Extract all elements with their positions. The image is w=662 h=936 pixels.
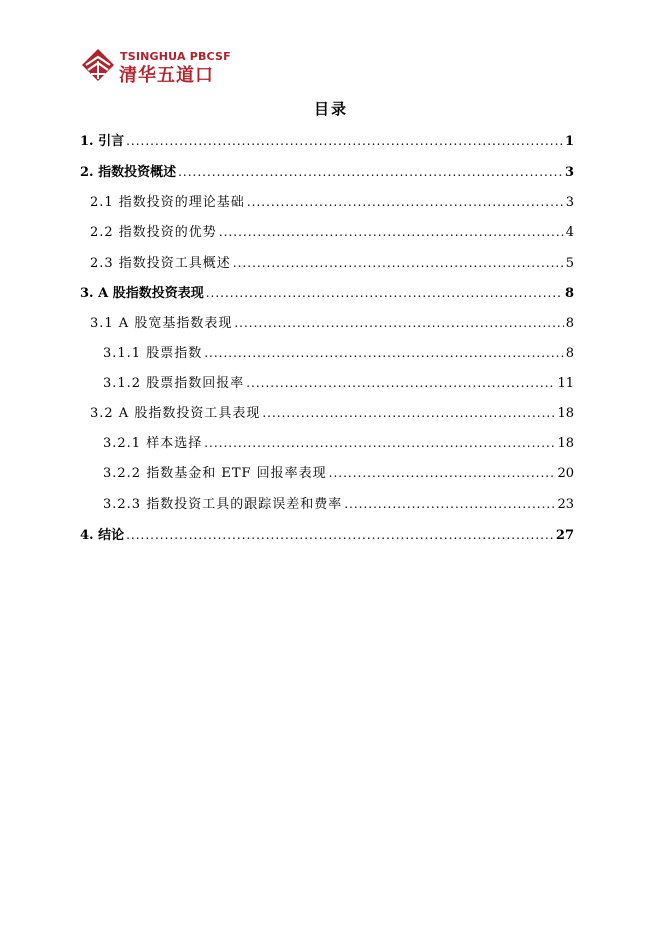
toc-entry-4[interactable] — [80, 525, 574, 545]
toc-entry-3-2[interactable] — [90, 403, 574, 423]
toc-entry-label: 3.2 A 股指数投资工具表现 — [90, 406, 261, 421]
toc-entry-label: 2.3 指数投资工具概述 — [90, 256, 231, 271]
toc-leader-dots — [329, 463, 556, 483]
toc-entry-3[interactable] — [80, 283, 574, 303]
toc-entry-label: 3.1.1 股票指数 — [103, 346, 203, 361]
toc-entry-label: 3.2.1 样本选择 — [103, 436, 203, 451]
toc-leader-dots — [234, 313, 563, 333]
toc-leader-dots — [246, 373, 555, 393]
toc-entry-page: 20 — [557, 466, 574, 481]
toc-leader-dots — [126, 131, 563, 151]
toc-leader-dots — [233, 253, 564, 273]
toc-entry-label: 3.2.2 指数基金和 ETF 回报率表现 — [103, 466, 327, 481]
toc-entry-page: 4 — [565, 225, 574, 240]
toc-entry-page: 8 — [565, 346, 574, 361]
toc-entry-page: 23 — [557, 497, 574, 512]
toc-entry-label: 3. A 股指数投资表现 — [80, 286, 204, 301]
toc-entry-page: 1 — [564, 134, 574, 149]
toc-entry-page: 5 — [565, 256, 574, 271]
logo-text-english: TSINGHUA PBCSF — [120, 50, 231, 63]
toc-entry-3-1[interactable] — [90, 313, 574, 333]
toc-entry-label: 4. 结论 — [80, 528, 125, 543]
toc-entry-page: 11 — [557, 376, 574, 391]
toc-entry-label: 2.2 指数投资的优势 — [90, 225, 217, 240]
toc-entry-label: 1. 引言 — [80, 134, 125, 149]
logo-text-chinese: 清华五道口 — [119, 65, 214, 86]
toc-entry-3-1-2[interactable] — [103, 373, 574, 393]
toc-entry-page: 18 — [557, 436, 574, 451]
toc-leader-dots — [178, 162, 563, 182]
toc-entry-page: 3 — [564, 165, 574, 180]
toc-entry-1[interactable] — [80, 131, 574, 151]
toc-entry-page: 8 — [564, 286, 574, 301]
toc-entry-page: 18 — [557, 406, 574, 421]
toc-title: 目录 — [313, 100, 348, 118]
toc-leader-dots — [206, 283, 563, 303]
toc-entry-2-3[interactable] — [90, 253, 574, 273]
toc-entry-page: 3 — [565, 195, 574, 210]
toc-entry-page: 27 — [555, 528, 574, 543]
toc-entry-page: 8 — [565, 316, 574, 331]
toc-leader-dots — [247, 192, 564, 212]
toc-entry-label: 2. 指数投资概述 — [80, 165, 177, 180]
toc-entry-2[interactable] — [80, 162, 574, 182]
toc-entry-label: 2.1 指数投资的理论基础 — [90, 195, 245, 210]
toc-entry-label: 3.1.2 股票指数回报率 — [103, 376, 245, 391]
toc-leader-dots — [126, 525, 554, 545]
toc-entry-3-2-1[interactable] — [103, 433, 574, 453]
toc-leader-dots — [219, 222, 564, 242]
toc-entry-2-1[interactable] — [90, 192, 574, 212]
toc-entry-3-1-1[interactable] — [103, 343, 574, 363]
toc-entry-label: 3.2.3 指数投资工具的跟踪误差和费率 — [103, 497, 343, 512]
toc-leader-dots — [204, 343, 564, 363]
toc-entry-2-2[interactable] — [90, 222, 574, 242]
toc-entry-3-2-3[interactable] — [103, 494, 574, 514]
toc-leader-dots — [204, 433, 555, 453]
toc-entry-label: 3.1 A 股宽基指数表现 — [90, 316, 233, 331]
toc-entry-3-2-2[interactable] — [103, 463, 574, 483]
toc-leader-dots — [344, 494, 555, 514]
toc-leader-dots — [262, 403, 555, 423]
